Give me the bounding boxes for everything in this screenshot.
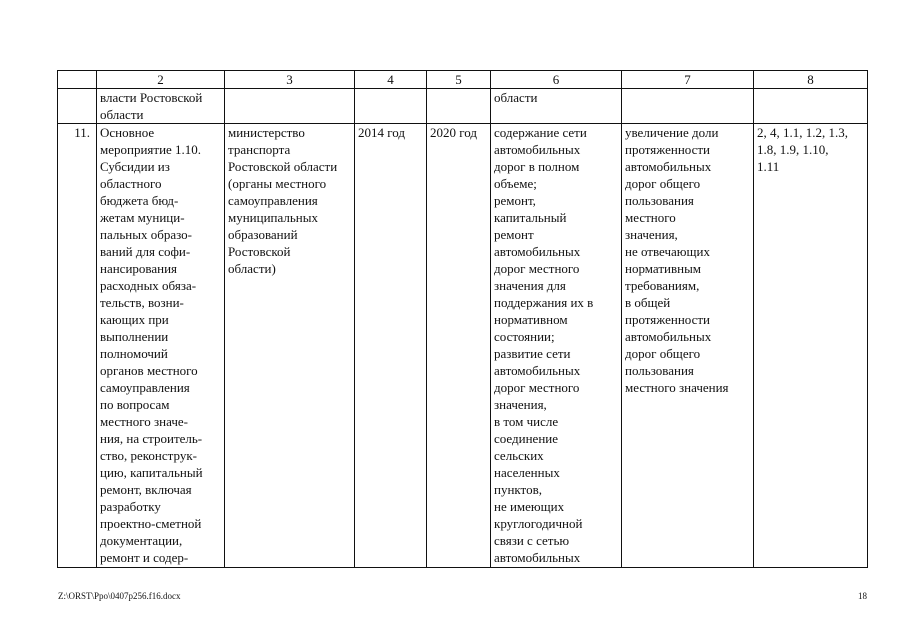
cont-cell-2: власти Ростовской области bbox=[97, 89, 225, 124]
header-cell-5: 5 bbox=[427, 71, 491, 89]
consequences: увеличение доли протяженности автомобильных дорог общего пользования местного значения, не отвечающих нормативным требованиям, в общей протяженности автомобильных дорог общего пользования местного значения bbox=[622, 124, 754, 568]
cont-cell-7 bbox=[622, 89, 754, 124]
table-row-11 bbox=[58, 124, 868, 568]
cont-cell-4 bbox=[355, 89, 427, 124]
header-cell-4: 4 bbox=[355, 71, 427, 89]
responsible-executor: министерство транспорта Ростовской области (органы местного самоуправления муниципальных образований Ростовской области) bbox=[225, 124, 355, 568]
header-cell-1 bbox=[58, 71, 97, 89]
header-cell-7: 7 bbox=[622, 71, 754, 89]
start-year: 2014 год bbox=[355, 124, 427, 568]
table-header-row bbox=[58, 71, 868, 89]
cont-cell-8 bbox=[754, 89, 868, 124]
row-number: 11. bbox=[58, 124, 97, 568]
footer-file-path: Z:\ORST\Ppo\0407p256.f16.docx bbox=[58, 591, 181, 601]
cont-cell-1 bbox=[58, 89, 97, 124]
cont-cell-3 bbox=[225, 89, 355, 124]
related-indicators: 2, 4, 1.1, 1.2, 1.3, 1.8, 1.9, 1.10, 1.11 bbox=[754, 124, 868, 568]
program-table bbox=[57, 70, 868, 568]
header-cell-2: 2 bbox=[97, 71, 225, 89]
expected-result: содержание сети автомобильных дорог в полном объеме; ремонт, капитальный ремонт автомобильных дорог местного значения для поддержания их в нормативном состоянии; развитие сети автомобильных дорог местного значения, в том числе соединение сельских населенных пунктов, не имеющих круглогодичной связи с сетью автомобильных bbox=[491, 124, 622, 568]
table-continuation-row bbox=[58, 89, 868, 124]
measure-description: Основное мероприятие 1.10. Субсидии из областного бюджета бюд- жетам муници- пальных образо- ваний для софи- нансирования расходных обяза- тельств, возни- кающих при выполнении полномочий органов местного самоуправления по вопросам местного значе- ния, на строитель- ство, реконструк- цию, капитальный ремонт, включая разработку проектно-сметной документации, ремонт и содер- bbox=[97, 124, 225, 568]
footer-page-number: 18 bbox=[858, 591, 867, 601]
end-year: 2020 год bbox=[427, 124, 491, 568]
header-cell-6: 6 bbox=[491, 71, 622, 89]
cont-cell-6: области bbox=[491, 89, 622, 124]
cont-cell-5 bbox=[427, 89, 491, 124]
header-cell-8: 8 bbox=[754, 71, 868, 89]
header-cell-3: 3 bbox=[225, 71, 355, 89]
